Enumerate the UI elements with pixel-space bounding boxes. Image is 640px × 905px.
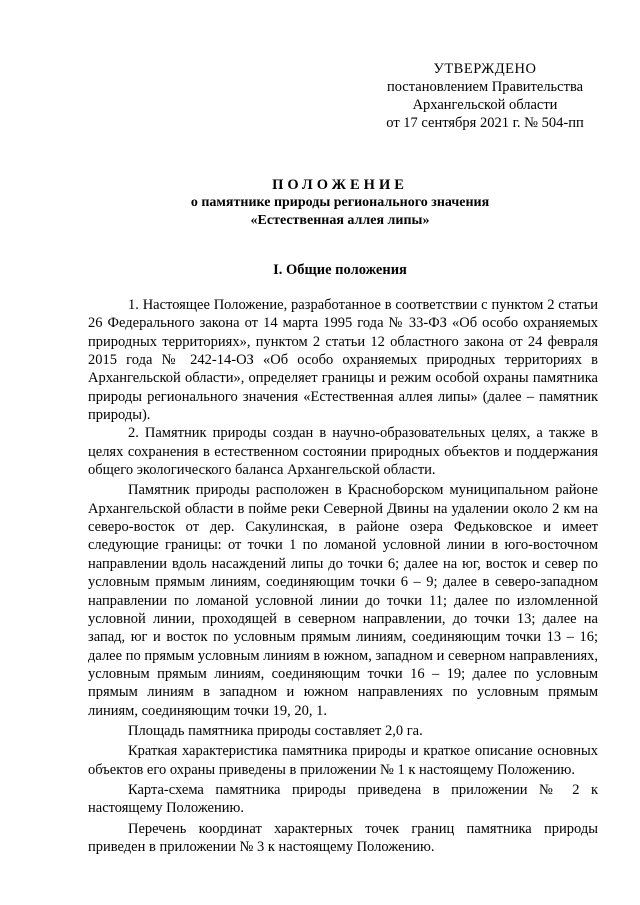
paragraph-1: 1. Настоящее Положение, разработанное в соответствии с пунктом 2 статьи 26 Федерального закона от 14 марта 1995 года № 33-ФЗ «Об особо охраняемых природных территориях», пунктом 2 статьи 12 областного закона от 24 февраля 2015 года № 242-14-ОЗ «Об особо охраняемых природных территориях в Архангельской области», определяет границы и режим особой охраны памятника природы регионального значения «Естественная аллея липы» (далее – памятник природы). [88,297,598,424]
document-body [88,296,598,856]
document-title-block [90,176,590,230]
approval-line-2: Архангельской области [412,97,558,113]
section-heading: I. Общие положения [273,262,407,278]
document-subtitle: о памятнике природы регионального значения [190,195,490,210]
paragraph-4: Площадь памятника природы составляет 2,0 га. [128,722,423,739]
approval-stamp: УТВЕРЖДЕНО [433,61,537,77]
approval-stamp-block [380,60,590,132]
approval-line-3: от 17 сентября 2021 г. № 504-пп [386,115,584,131]
document-name: «Естественная аллея липы» [250,213,430,228]
document-heading: ПОЛОЖЕНИЕ [272,177,408,193]
paragraph-7: Перечень координат характерных точек границ памятника природы приведен в приложении № 3 к настоящему Положению. [88,820,598,855]
paragraph-6: Карта-схема памятника природы приведена в приложении № 2 к настоящему Положению. [88,781,598,817]
paragraph-5: Краткая характеристика памятника природы и краткое описание основных объектов его охраны приведены в приложении № 1 к настоящему Положению. [88,743,598,778]
paragraph-3: Памятник природы расположен в Красноборском муниципальном районе Архангельской области в пойме реки Северной Двины на удалении около 2 км на северо-восток от дер. Сакулинская, в районе озера Федьковское и имеет следующие границы: от точки 1 по ломаной условной линии в юго-восточном направлении вдоль насаждений липы до точки 6; далее на юг, восток и север по условным прямым линиям, соединяющим точки 6 – 9; далее в северо-западном направлении по ломаной условной линии до точки 11; далее по изломленной условной линии, проходящей в северном направлении, до точки 13; далее на запад, юг и восток по условным прямым линиям, соединяющим точки 13 – 16; далее по прямым условным линиям в южном, западном и северном направлениях, условным прямым линиям, соединяющим точки 16 – 19; далее по условным прямым линиям в западном и южном направлениях по условным прямым линиям, соединяющим точки 19, 20, 1. [88,482,598,719]
approval-line-1: постановлением Правительства [386,79,584,95]
paragraph-2: 2. Памятник природы создан в научно-образовательных целях, а также в целях сохранения в естественном состоянии природных объектов и поддержания общего экологического баланса Архангельской области. [88,425,598,479]
